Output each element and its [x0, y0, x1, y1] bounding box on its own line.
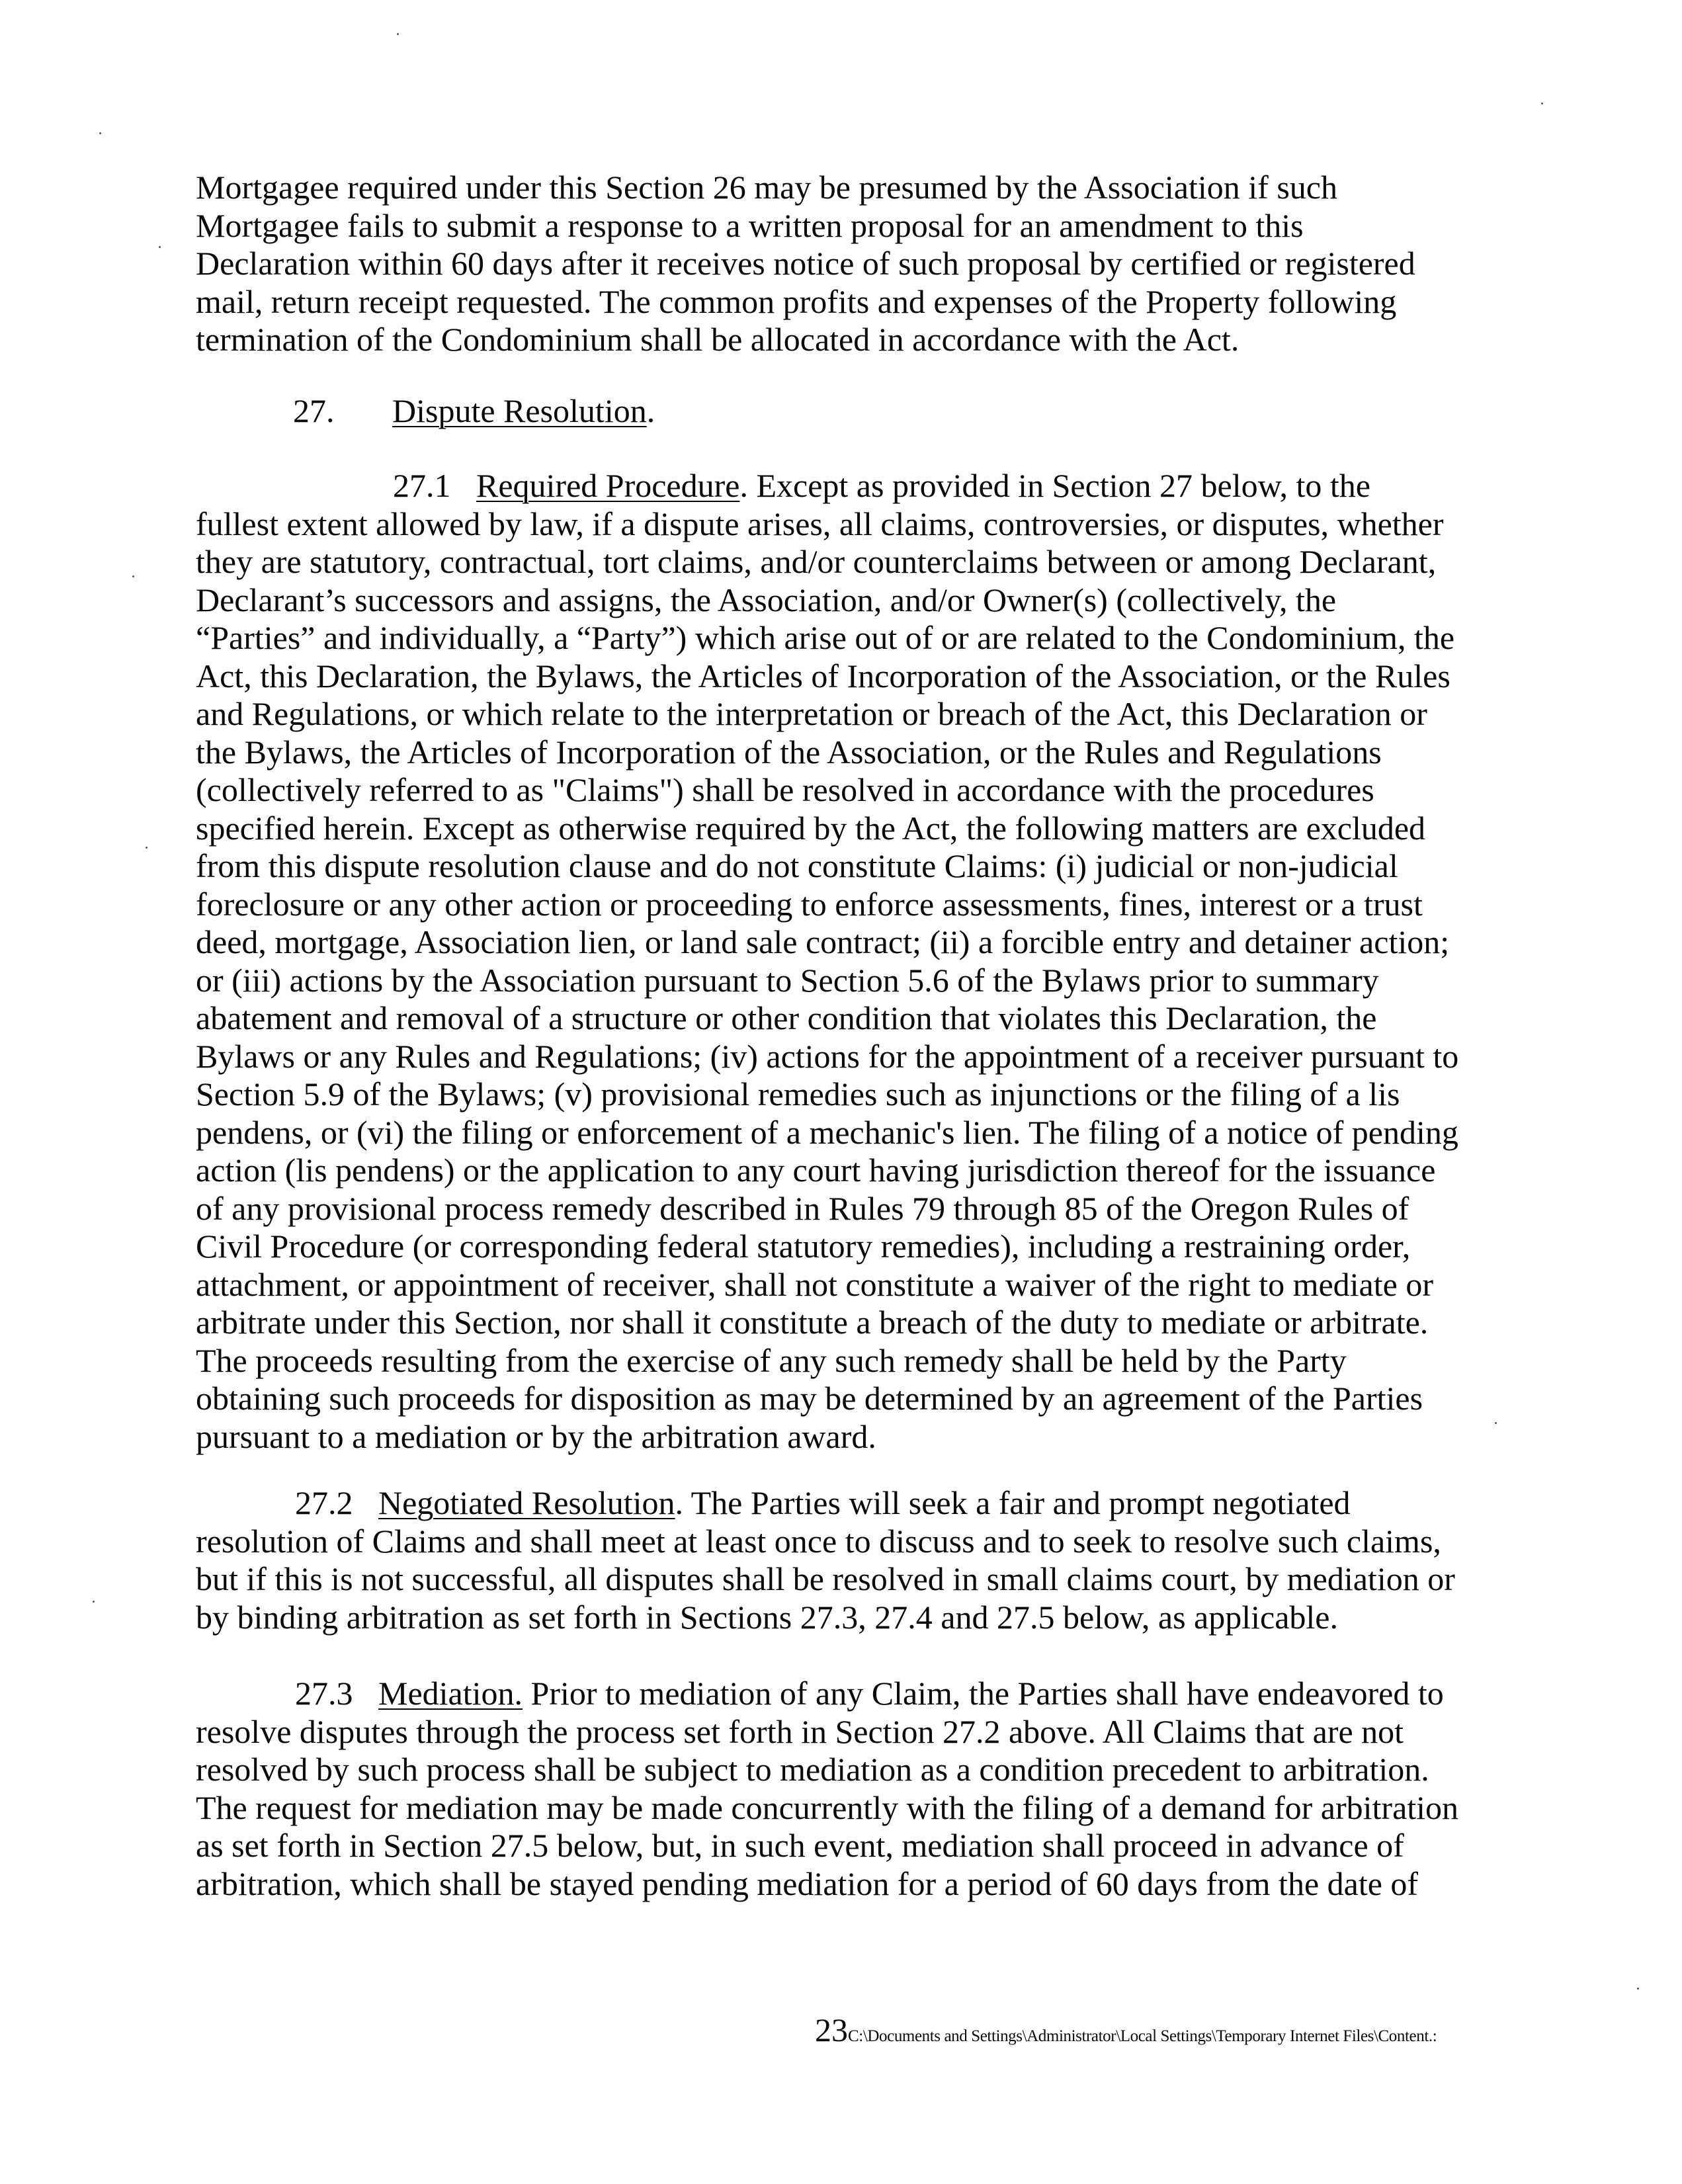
scan-speck — [132, 575, 134, 577]
section-number: 27. — [293, 392, 335, 429]
scan-speck — [99, 132, 101, 134]
scan-speck — [146, 847, 147, 849]
subsection-body: Prior to mediation of any Claim, the Parties shall have endeavored to resolve disputes through the process set forth in Section 27.2 above. All Claims that are not resolved by such process shall be subject to mediation as a condition precedent to arbitration. The request for mediation may be made concurrently with the filing of a demand for arbitration as set forth in Section 27.5 below, but, in such event, mediation shall proceed in advance of arbitration, which shall be stayed pending mediation for a period of 60 days from the date of — [196, 1675, 1459, 1902]
scan-speck — [397, 33, 399, 35]
file-path: C:\Documents and Settings\Administrator\Local Settings\Temporary Internet Files\Content.: — [848, 2027, 1437, 2045]
section-title: Dispute Resolution — [392, 392, 647, 429]
scan-speck — [1637, 1988, 1639, 1990]
subsection-27-1 — [196, 467, 1459, 1456]
carry-over-paragraph: Mortgagee required under this Section 26 may be presumed by the Association if such Mortgagee fails to submit a response to a written proposal for an amendment to this Declaration within 60 days after it receives notice of such proposal by certified or registered mail, return receipt requested. The common profits and expenses of the Property following termination of the Condominium shall be allocated in accordance with the Act. — [196, 169, 1415, 358]
subsection-number: 27.1 — [393, 467, 451, 504]
subsection-body: . The Parties will seek a fair and prompt negotiated resolution of Claims and shall meet at least once to discuss and to seek to resolve such claims, but if this is not successful, all disputes shall be resolved in small claims court, by mediation or by binding arbitration as set forth in Sections 27.3, 27.4 and 27.5 below, as applicable. — [196, 1484, 1455, 1636]
section-title-suffix: . — [646, 392, 655, 429]
scan-speck — [93, 1601, 95, 1603]
scan-speck — [159, 246, 161, 248]
subsection-title: Negotiated Resolution — [378, 1484, 675, 1521]
scan-speck — [1541, 103, 1543, 105]
scan-speck — [1495, 1422, 1497, 1424]
subsection-27-3 — [196, 1675, 1459, 1903]
subsection-27-2 — [196, 1484, 1459, 1636]
subsection-body: . Except as provided in Section 27 below, to the fullest extent allowed by law, if a dispute arises, all claims, controversies, or disputes, whether they are statutory, contractual, tort claims, and/or counterclaims between or among Declarant, Declarant’s successors and assigns, the Association, and/or Owner(s) (collectively, the “Parties” and individually, a “Party”) which arise out of or are related to the Condominium, the Act, this Declaration, the Bylaws, the Articles of Incorporation of the Association, or the Rules and Regulations, or which relate to the interpretation or breach of the Act, this Declaration or the Bylaws, the Articles of Incorporation of the Association, or the Rules and Regulations (collectively referred to as "Claims") shall be resolved in accordance with the procedures specified herein. Except as otherwise required by the Act, the following matters are excluded from this dispute resolution clause and do not constitute Claims: (i) judicial or non-judicial foreclosure or any other action or proceeding to enforce assessments, fines, interest or a trust deed, mortgage, Association lien, or land sale contract; (ii) a forcible entry and detainer action; or (iii) actions by the Association pursuant to Section 5.6 of the Bylaws prior to summary abatement and removal of a structure or other condition that violates this Declaration, the Bylaws or any Rules and Regulations; (iv) actions for the appointment of a receiver pursuant to Section 5.9 of the Bylaws; (v) provisional remedies such as injunctions or the filing of a lis pendens, or (vi) the filing or enforcement of a mechanic's lien. The filing of a notice of pending action (lis pendens) or the application to any court having jurisdiction thereof for the issuance of any provisional process remedy described in Rules 79 through 85 of the Oregon Rules of Civil Procedure (or corresponding federal statutory remedies), including a restraining order, attachment, or appointment of receiver, shall not constitute a waiver of the right to mediate or arbitrate under this Section, nor shall it constitute a breach of the duty to mediate or arbitrate. The proceeds resulting from the exercise of any such remedy shall be held by the Party obtaining such proceeds for disposition as may be determined by an agreement of the Parties pursuant to a mediation or by the arbitration award. — [196, 467, 1459, 1455]
section-27-heading — [293, 392, 655, 431]
subsection-number: 27.2 — [295, 1484, 353, 1521]
subsection-title: Mediation. — [378, 1675, 523, 1712]
page-footer — [815, 2011, 1437, 2049]
page-number: 23 — [815, 2011, 848, 2048]
subsection-number: 27.3 — [295, 1675, 353, 1712]
subsection-title: Required Procedure — [476, 467, 740, 504]
